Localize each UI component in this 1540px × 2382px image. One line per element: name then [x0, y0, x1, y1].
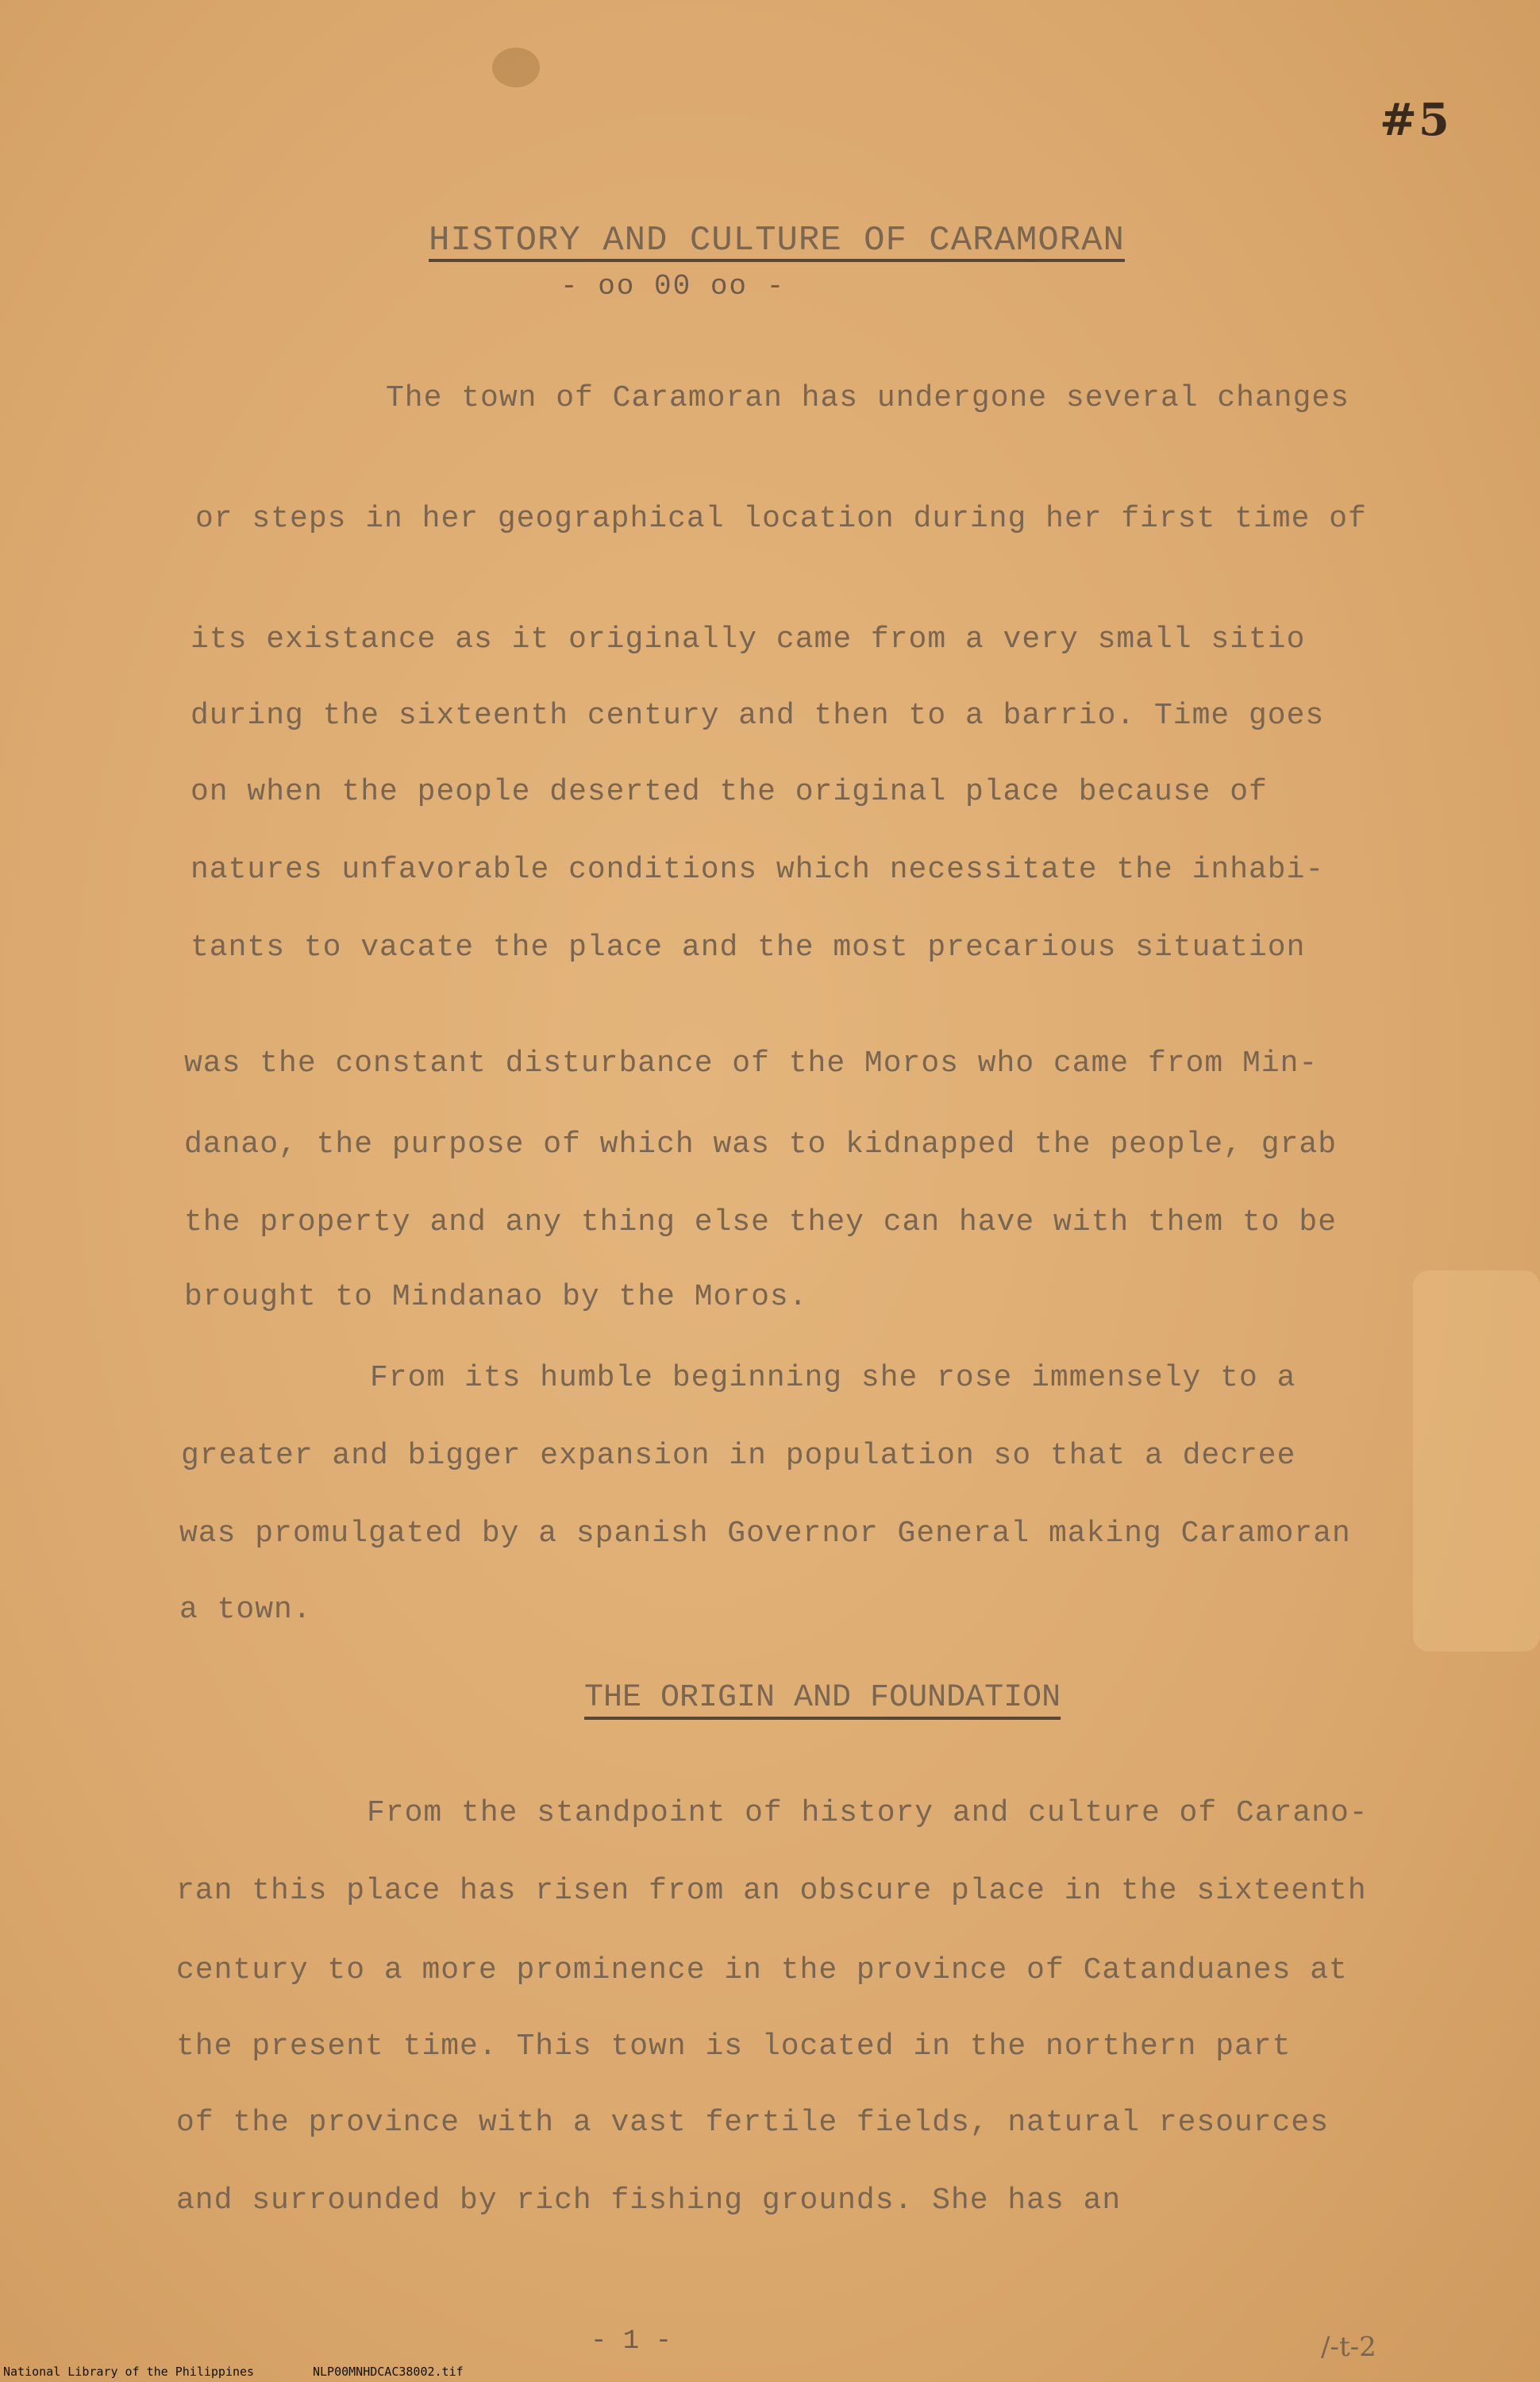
body-line: tants to vacate the place and the most precarious situation: [191, 931, 1306, 965]
body-line: brought to Mindanao by the Moros.: [184, 1280, 808, 1314]
body-line: on when the people deserted the original place because of: [191, 775, 1268, 809]
footer-filename: NLP00MNHDCAC38002.tif: [313, 2365, 464, 2379]
handwritten-corner-note: /-t-2: [1321, 2331, 1376, 2363]
body-line: From the standpoint of history and culture of Carano-: [367, 1796, 1369, 1830]
body-line: was promulgated by a spanish Governor General making Caramoran: [179, 1517, 1351, 1551]
body-line: From its humble beginning she rose immensely to a: [370, 1361, 1296, 1395]
paper-stain: [1413, 1270, 1540, 1652]
body-line: its existance as it originally came from a very small sitio: [191, 622, 1306, 657]
document-title: HISTORY AND CULTURE OF CARAMORAN: [429, 221, 1125, 260]
body-line: was the constant disturbance of the Moros who came from Min-: [184, 1046, 1319, 1081]
body-line: century to a more prominence in the province of Catanduanes at: [176, 1953, 1348, 1987]
page-number: - 1 -: [591, 2326, 672, 2357]
paper-stain: [492, 48, 540, 87]
footer-library: National Library of the Philippines: [3, 2365, 255, 2379]
body-line: the present time. This town is located in the northern part: [176, 2029, 1292, 2064]
body-line: danao, the purpose of which was to kidnapped the people, grab: [184, 1127, 1338, 1162]
body-line: during the sixteenth century and then to a barrio. Time goes: [191, 699, 1325, 733]
title-separator: - oo 00 oo -: [560, 270, 786, 303]
body-line: and surrounded by rich fishing grounds. She has an: [176, 2184, 1122, 2218]
body-line: greater and bigger expansion in population so that a decree: [181, 1439, 1296, 1473]
body-line: the property and any thing else they can have with them to be: [184, 1205, 1338, 1239]
handwritten-page-mark: #5: [1380, 94, 1451, 146]
scan-footer: [0, 2363, 1540, 2382]
body-line: ran this place has risen from an obscure place in the sixteenth: [176, 1874, 1367, 1908]
section-heading: THE ORIGIN AND FOUNDATION: [584, 1680, 1061, 1716]
body-line: or steps in her geographical location during her first time of: [195, 502, 1367, 536]
body-line: of the province with a vast fertile fields, natural resources: [176, 2106, 1330, 2140]
body-line: natures unfavorable conditions which necessitate the inhabi-: [191, 853, 1325, 887]
body-line: The town of Caramoran has undergone several changes: [386, 381, 1349, 415]
body-line: a town.: [179, 1593, 312, 1627]
